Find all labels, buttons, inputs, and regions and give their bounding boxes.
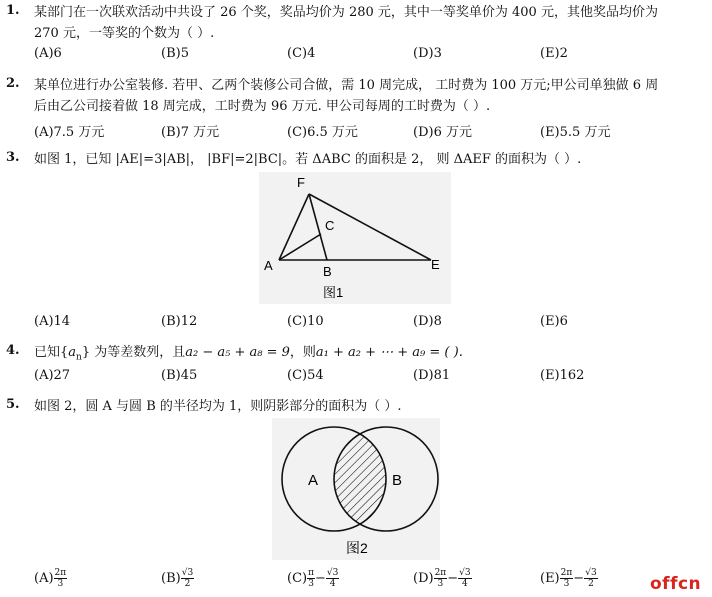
- q3-option-b: (B)12: [161, 314, 198, 329]
- q3-number: 3.: [6, 150, 20, 165]
- fraction: $\frac{√3}{2}$: [181, 568, 194, 589]
- q5-option-d: [413, 568, 472, 589]
- q4-mid: } 为等差数列，且: [81, 345, 186, 360]
- q5-option-c-prefix: (C): [287, 571, 308, 586]
- q3-option-c: (C)10: [287, 314, 324, 329]
- q4-eq1: a₂ − a₅ + a₈ = 9: [185, 345, 290, 360]
- q2-option-b: (B)7 万元: [161, 125, 220, 140]
- q4-seq: a: [68, 345, 77, 360]
- q5-option-a: [34, 568, 67, 589]
- q2-option-a: (A)7.5 万元: [34, 125, 105, 140]
- q1-option-c: (C)4: [287, 46, 316, 61]
- q1-option-e: (E)2: [540, 46, 568, 61]
- minus: −: [447, 571, 459, 586]
- figure-2: [272, 418, 440, 560]
- figure-2-caption: 图2: [346, 540, 368, 556]
- q5-option-d-prefix: (D): [413, 571, 434, 586]
- figure-1: [259, 172, 451, 304]
- q3-option-e: (E)6: [540, 314, 568, 329]
- figure-1-triangle-diagram: [259, 172, 451, 304]
- q4-text: [34, 343, 463, 368]
- q5-text: 如图 2，圆 A 与圆 B 的半径均为 1，则阴影部分的面积为（ ）.: [34, 399, 402, 414]
- q5-option-b-prefix: (B): [161, 571, 181, 586]
- label-C: C: [325, 218, 335, 233]
- q1-text-line2: 270 元，一等奖的个数为（ ）.: [34, 26, 215, 41]
- q5-option-c: [287, 568, 339, 589]
- figure-2-circles-diagram: [272, 418, 440, 560]
- q5-option-a-prefix: (A): [34, 571, 54, 586]
- label-F: F: [297, 175, 305, 190]
- q2-option-d: (D)6 万元: [413, 125, 472, 140]
- fraction: $\frac{√3}{4}$: [459, 568, 471, 589]
- q5-option-e-prefix: (E): [540, 571, 560, 586]
- fraction: $\frac{2\pi}{3}$: [54, 568, 67, 589]
- q2-text-line1: 某单位进行办公室装修. 若甲、乙两个装修公司合做，需 10 周完成， 工时费为 100 万元;甲公司单独做 6 周: [34, 78, 659, 93]
- label-circle-B: B: [392, 472, 403, 489]
- q4-number: 4.: [6, 343, 20, 358]
- q4-eq2: a₁ + a₂ + ⋯ + a₉ = ( ).: [315, 345, 463, 360]
- q4-prefix: 已知{: [34, 345, 69, 360]
- q4-option-b: (B)45: [161, 368, 198, 383]
- q5-number: 5.: [6, 397, 20, 412]
- q4-option-c: (C)54: [287, 368, 324, 383]
- fraction: $\frac{\pi}{3}$: [308, 568, 315, 589]
- q1-option-b: (B)5: [161, 46, 189, 61]
- q3-option-a: (A)14: [34, 314, 71, 329]
- q5-option-b: [161, 568, 194, 589]
- q4-option-a: (A)27: [34, 368, 71, 383]
- q3-option-d: (D)8: [413, 314, 442, 329]
- q2-text-line2: 后由乙公司接着做 18 周完成，工时费为 96 万元. 甲公司每周的工时费为（ ）.: [34, 99, 491, 114]
- q1-option-d: (D)3: [413, 46, 442, 61]
- q2-option-c: (C)6.5 万元: [287, 125, 358, 140]
- q2-option-e: (E)5.5 万元: [540, 125, 611, 140]
- q4-option-d: (D)81: [413, 368, 451, 383]
- q4-mid2: ，则: [289, 345, 316, 360]
- label-B: B: [323, 264, 332, 279]
- q1-number: 1.: [6, 3, 20, 18]
- offcn-watermark: offcn: [650, 574, 702, 594]
- q4-seq-sub: n: [76, 352, 82, 363]
- fraction: $\frac{2\pi}{3}$: [560, 568, 573, 589]
- label-circle-A: A: [308, 472, 319, 489]
- q3-text: 如图 1，已知 |AE|=3|AB|， |BF|=2|BC|。若 ΔABC 的面积是 2， 则 ΔAEF 的面积为（ ）.: [34, 152, 582, 167]
- minus: −: [315, 571, 326, 586]
- q1-text-line1: 某部门在一次联欢活动中共设了 26 个奖，奖品均价为 280 元，其中一等奖单价为 400 元，其他奖品均价为: [34, 5, 658, 20]
- q5-option-e: [540, 568, 598, 589]
- fraction: $\frac{√3}{2}$: [585, 568, 597, 589]
- fraction: $\frac{√3}{4}$: [326, 568, 339, 589]
- label-A: A: [264, 258, 273, 273]
- minus: −: [573, 571, 585, 586]
- q1-option-a: (A)6: [34, 46, 62, 61]
- figure-1-caption: 图1: [323, 285, 344, 300]
- q4-option-e: (E)162: [540, 368, 585, 383]
- fraction: $\frac{2\pi}{3}$: [434, 568, 447, 589]
- q2-number: 2.: [6, 76, 20, 91]
- label-E: E: [431, 257, 440, 272]
